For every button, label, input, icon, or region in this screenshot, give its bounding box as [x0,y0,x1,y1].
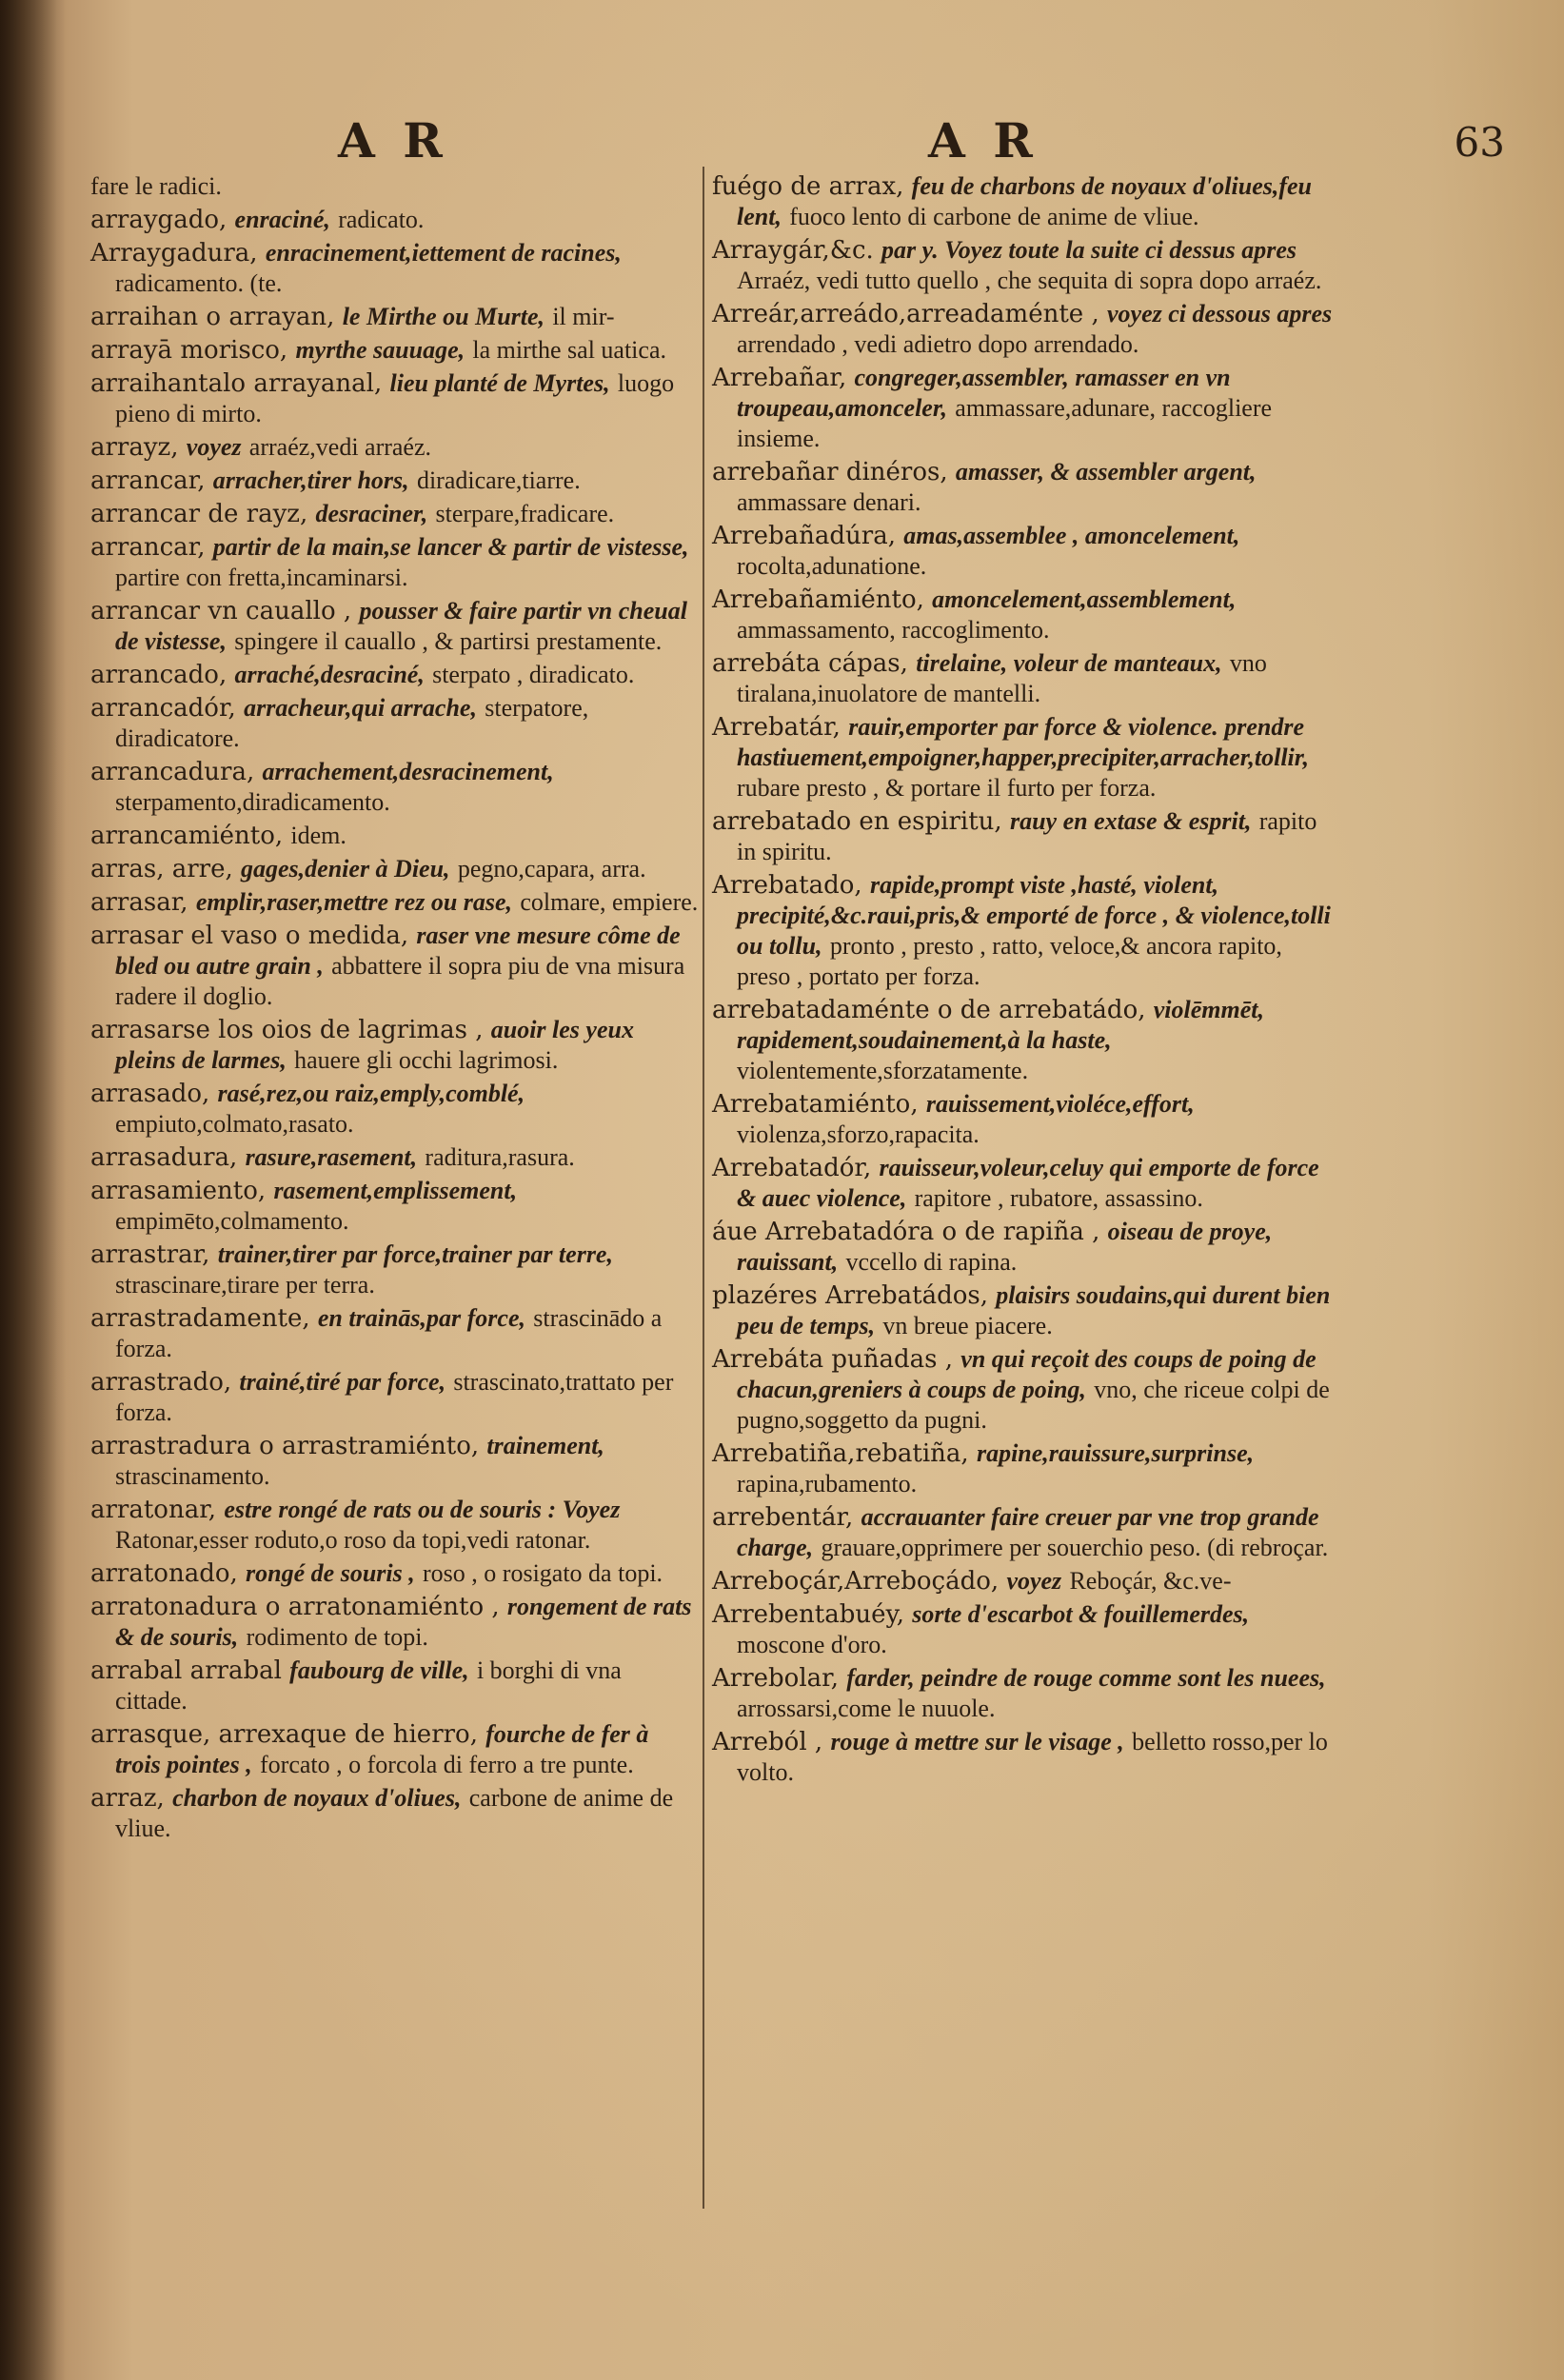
entry-headword: arrasque, arrexaque de hierro, [90,1720,478,1749]
entry-french-gloss: voyez [186,433,242,461]
entry-italian-gloss: spingere il cauallo , & partirsi prestamente. [234,627,663,655]
page-number: 63 [1454,119,1505,166]
dictionary-entry [712,1566,1333,1597]
dictionary-entry [90,302,700,332]
entry-french-gloss: accrauanter faire creuer par vne trop grande charge, [737,1503,1319,1561]
dictionary-entry [712,1217,1333,1278]
entry-headword: áue Arrebatadóra o de rapiña , [712,1218,1100,1246]
dictionary-entry [90,1592,700,1653]
entry-italian-gloss: il mir- [552,303,615,330]
dictionary-entry [90,921,700,1012]
entry-headword: arrastrar, [90,1240,210,1269]
entry-french-gloss: faubourg de ville, [289,1656,469,1684]
entry-headword: arrancar, [90,533,206,562]
entry-french-gloss: rauisseur,voleur,celuy qui emporte de force & auec violence, [737,1154,1319,1212]
dictionary-entry [90,171,700,202]
dictionary-entry [712,712,1333,803]
entry-headword: arrasar, [90,888,188,917]
dictionary-entry [90,821,700,851]
entry-italian-gloss: pronto , presto , ratto, veloce,& ancora rapito, preso , portato per forza. [737,932,1282,990]
entry-italian-gloss: Ratonar,esser roduto,o roso da topi,vedi ratonar. [115,1526,591,1554]
entry-french-gloss: voyez [1006,1567,1062,1595]
entry-italian-gloss: violenza,sforzo,rapacita. [737,1121,980,1148]
dictionary-entry [90,1495,700,1556]
entry-headword: Arreboçár,Arreboçádo, [712,1567,1000,1596]
dictionary-entry [712,1344,1333,1436]
entry-headword: arraygado, [90,206,228,234]
entry-headword: arraihantalo arrayanal, [90,369,383,398]
dictionary-entry [90,532,700,593]
entry-french-gloss: auoir les yeux pleins de larmes, [115,1016,634,1074]
entry-french-gloss: desraciner, [315,500,428,527]
entry-headword: arrastradamente, [90,1304,310,1333]
entry-french-gloss: amas,assemblee , amoncelement, [903,522,1240,549]
entry-italian-gloss: roso , o rosigato da topi. [423,1559,663,1587]
dictionary-entry [712,235,1333,296]
entry-headword: Arrebatiña,rebatiña, [712,1439,969,1468]
dictionary-entry [712,1663,1333,1724]
entry-italian-gloss: arrendado , vedi adietro dopo arrendado. [737,330,1139,358]
dictionary-entry [712,1599,1333,1660]
right-column [712,171,1333,1791]
entry-french-gloss: pousser & faire partir vn cheual de vistesse, [115,597,687,655]
dictionary-entry [90,1431,700,1492]
entry-italian-gloss: strascinādo a forza. [115,1304,663,1362]
entry-french-gloss: myrthe sauuage, [295,336,465,364]
entry-headword: arrebañar dinéros, [712,458,948,486]
entry-italian-gloss: Reboçár, &c.ve- [1069,1567,1232,1595]
dictionary-entry [90,1303,700,1364]
entry-french-gloss: arracher,tirer hors, [212,466,409,494]
binding-gutter [0,0,67,2380]
entry-french-gloss: raser vne mesure côme de bled ou autre grain , [115,922,681,980]
entry-headword: Arrebatár, [712,713,841,742]
entry-headword: arrasadura, [90,1143,238,1172]
entry-headword: Arraygadura, [90,239,258,268]
entry-french-gloss: rongé de souris , [246,1559,415,1587]
entry-french-gloss: tirelaine, voleur de manteaux, [916,649,1222,677]
entry-italian-gloss: moscone d'oro. [737,1631,887,1658]
entry-italian-gloss: strascinamento. [115,1462,270,1490]
dictionary-entry [90,757,700,818]
entry-italian-gloss: diradicare,tiarre. [416,466,581,494]
entry-french-gloss: en trainās,par force, [317,1304,526,1332]
entry-headword: arrancadór, [90,694,236,723]
dictionary-entry [712,521,1333,582]
dictionary-entry [90,466,700,496]
entry-headword: arrastrado, [90,1368,232,1397]
entry-french-gloss: partir de la main,se lancer & partir de vistesse, [212,533,689,561]
entry-french-gloss: trainé,tiré par force, [239,1368,446,1396]
entry-italian-gloss: i borghi di vna cittade. [115,1656,622,1715]
entry-italian-gloss: vn breue piacere. [882,1312,1053,1339]
entry-headword: arrasamiento, [90,1177,267,1205]
entry-headword: arratonado, [90,1559,238,1588]
entry-italian-gloss: radicamento. (te. [115,269,283,297]
entry-french-gloss: farder, peindre de rouge comme sont les nuees, [846,1664,1326,1692]
entry-french-gloss: gages,denier à Dieu, [241,855,450,883]
entry-headword: arrancar vn cauallo , [90,597,352,625]
dictionary-entry [712,1089,1333,1150]
entry-headword: arrastradura o arrastramiénto, [90,1432,480,1460]
entry-italian-gloss: raditura,rasura. [425,1143,575,1171]
entry-italian-gloss: rocolta,adunatione. [737,552,927,580]
entry-french-gloss: le Mirthe ou Murte, [342,303,545,330]
entry-french-gloss: emplir,raser,mettre rez ou rase, [195,888,513,916]
entry-french-gloss: arraché,desraciné, [234,661,425,688]
entry-french-gloss: rasure,rasement, [245,1143,418,1171]
dictionary-entry [90,432,700,463]
entry-italian-gloss: pegno,capara, arra. [457,855,646,883]
entry-french-gloss: rasement,emplissement, [273,1177,518,1204]
dictionary-entry [90,205,700,235]
entry-headword: Arrebatamiénto, [712,1090,919,1119]
entry-italian-gloss: rodimento de topi. [246,1623,428,1651]
entry-headword: arrayz, [90,433,179,462]
entry-italian-gloss: sterpare,fradicare. [435,500,615,527]
entry-italian-gloss: ammassare denari. [737,488,921,516]
entry-french-gloss: violēmmēt, rapidement,soudainement,à la haste, [737,996,1264,1054]
entry-french-gloss: fourche de fer à trois pointes , [115,1720,649,1778]
entry-headword: arrebáta cápas, [712,649,908,678]
entry-italian-gloss: arraéz,vedi arraéz. [248,433,432,461]
entry-french-gloss: par y. Voyez toute la suite ci dessus apres [881,236,1297,264]
entry-headword: arrancar, [90,466,206,495]
dictionary-entry [90,368,700,429]
dictionary-entry [712,1502,1333,1563]
entry-italian-gloss: empiuto,colmato,rasato. [115,1110,354,1138]
dictionary-entry [712,585,1333,645]
entry-french-gloss: amasser, & assembler argent, [955,458,1257,486]
entry-italian-gloss: ammassare,adunare, raccogliere insieme. [737,394,1273,452]
entry-headword: Arrebañar, [712,364,847,392]
entry-headword: Arreból , [712,1728,823,1756]
running-head-right: A R [928,112,1039,169]
entry-french-gloss: trainer,tirer par force,trainer par terre, [217,1240,613,1268]
column-divider [703,167,704,2209]
entry-italian-gloss: fare le radici. [90,172,222,200]
entry-headword: arrasado, [90,1080,210,1108]
entry-headword: Arrebatado, [712,871,862,900]
dictionary-entry [90,887,700,918]
dictionary-entry [90,1142,700,1173]
entry-headword: Arrebáta puñadas , [712,1345,954,1374]
dictionary-entry [712,1438,1333,1499]
entry-french-gloss: rasé,rez,ou raiz,emply,comblé, [217,1080,525,1107]
entry-italian-gloss: sterpato , diradicato. [432,661,635,688]
entry-headword: plazéres Arrebatádos, [712,1281,988,1310]
entry-french-gloss: enraciné, [234,206,330,233]
entry-french-gloss: plaisirs soudains,qui durent bien peu de temps, [737,1281,1331,1339]
dictionary-entry [90,1079,700,1140]
entry-italian-gloss: Arraéz, vedi tutto quello , che sequita di sopra dopo arraéz. [737,267,1322,294]
entry-headword: Arrebolar, [712,1664,839,1693]
entry-french-gloss: estre rongé de rats ou de souris : Voyez [224,1496,621,1523]
dictionary-entry [712,1153,1333,1214]
entry-italian-gloss: grauare,opprimere per souerchio peso. (di rebroçar. [821,1534,1329,1561]
entry-italian-gloss: rapina,rubamento. [737,1470,918,1497]
entry-french-gloss: rauir,emporter par force & violence. prendre hastiuement,empoigner,happer,precipiter,arracher,tollir, [737,713,1309,771]
entry-headword: arrasarse los oios de lagrimas , [90,1016,484,1044]
entry-italian-gloss: strascinare,tirare per terra. [115,1271,375,1299]
entry-headword: arrasar el vaso o medida, [90,922,409,950]
entry-italian-gloss: radicato. [338,206,425,233]
entry-french-gloss: vn qui reçoit des coups de poing de chacun,greniers à coups de poing, [737,1345,1317,1403]
dictionary-entry [712,457,1333,518]
entry-italian-gloss: empimēto,colmamento. [115,1207,349,1235]
entry-french-gloss: congreger,assembler, ramasser en vn troupeau,amonceler, [737,364,1231,422]
entry-headword: arrebentár, [712,1503,854,1532]
dictionary-entry [712,648,1333,709]
entry-italian-gloss: ammassamento, raccoglimento. [737,616,1050,644]
dictionary-entry [712,1280,1333,1341]
dictionary-entry [90,854,700,884]
entry-headword: arraihan o arrayan, [90,303,335,331]
dictionary-entry [712,363,1333,454]
entry-french-gloss: oiseau de proye, rauissant, [737,1218,1273,1276]
dictionary-entry [90,1367,700,1428]
entry-italian-gloss: sterpamento,diradicamento. [115,788,390,816]
entry-headword: fuégo de arrax, [712,172,904,201]
entry-french-gloss: feu de charbons de noyaux d'oliues,feu lent, [737,172,1313,230]
entry-headword: arrancamiénto, [90,822,284,850]
entry-french-gloss: enracinement,iettement de racines, [265,239,622,267]
entry-french-gloss: sorte d'escarbot & fouillemerdes, [912,1600,1250,1628]
dictionary-entry [712,870,1333,992]
entry-italian-gloss: arrossarsi,come le nuuole. [737,1695,996,1722]
entry-headword: arrancar de rayz, [90,500,308,528]
entry-headword: Arrebañamiénto, [712,585,924,614]
dictionary-entry [90,1719,700,1780]
entry-french-gloss: amoncelement,assemblement, [932,585,1237,613]
entry-headword: Arrebentabuéy, [712,1600,905,1629]
entry-italian-gloss: vno tiralana,inuolatore de mantelli. [737,649,1267,707]
entry-french-gloss: charbon de noyaux d'oliues, [172,1784,462,1812]
dictionary-entry [90,335,700,366]
entry-headword: arratonadura o arratonamiénto , [90,1593,500,1621]
dictionary-entry [90,596,700,657]
dictionary-entry [712,299,1333,360]
entry-italian-gloss: vccello di rapina. [845,1248,1018,1276]
entry-italian-gloss: rapitore , rubatore, assassino. [914,1184,1203,1212]
entry-italian-gloss: rapito in spiritu. [737,807,1317,865]
entry-italian-gloss: idem. [290,822,346,849]
entry-italian-gloss: luogo pieno di mirto. [115,369,675,427]
entry-italian-gloss: fuoco lento di carbone de anime de vliue. [789,203,1199,230]
dictionary-entry [90,1558,700,1589]
entry-french-gloss: rapine,rauissure,surprinse, [976,1439,1255,1467]
dictionary-entry [712,995,1333,1086]
entry-headword: arraz, [90,1784,165,1813]
entry-french-gloss: rouge à mettre sur le visage , [830,1728,1124,1755]
entry-french-gloss: arracheur,qui arrache, [244,694,477,722]
entry-italian-gloss: partire con fretta,incaminarsi. [115,564,408,591]
dictionary-entry [90,1015,700,1076]
entry-italian-gloss: abbattere il sopra piu de vna misura radere il doglio. [115,952,685,1010]
entry-italian-gloss: hauere gli occhi lagrimosi. [294,1046,559,1074]
dictionary-entry [90,238,700,299]
entry-french-gloss: rauissement,violéce,effort, [925,1090,1195,1118]
dictionary-entry [90,1656,700,1716]
dictionary-entry [90,693,700,754]
left-column [90,171,700,1847]
entry-french-gloss: voyez ci dessous apres [1106,300,1333,327]
running-head-left: A R [338,112,448,169]
entry-italian-gloss: strascinato,trattato per forza. [115,1368,674,1426]
entry-headword: arrebatado en espiritu, [712,807,1002,836]
entry-headword: arrebatadaménte o de arrebatádo, [712,996,1146,1024]
entry-headword: arras, arre, [90,855,233,883]
dictionary-entry [90,1176,700,1237]
entry-headword: Arrebañadúra, [712,522,896,550]
entry-headword: Arraygár,&c. [712,236,874,265]
entry-italian-gloss: la mirthe sal uatica. [472,336,666,364]
entry-italian-gloss: sterpatore, diradicatore. [115,694,589,752]
entry-italian-gloss: belletto rosso,per lo volto. [737,1728,1328,1786]
entry-italian-gloss: rubare presto , & portare il furto per forza. [737,774,1157,802]
entry-headword: arrancadura, [90,758,255,786]
entry-french-gloss: rapide,prompt viste ,hasté, violent, precipité,&c.raui,pris,& emporté de force , & violence,tolli ou tollu, [737,871,1331,960]
entry-italian-gloss: carbone de anime de vliue. [115,1784,674,1842]
dictionary-entry [90,1240,700,1300]
entry-headword: arrabal arrabal [90,1656,282,1685]
dictionary-entry [90,1783,700,1844]
entry-headword: arrancado, [90,661,228,689]
entry-french-gloss: rongement de rats & de souris, [115,1593,692,1651]
entry-headword: arratonar, [90,1496,217,1524]
entry-headword: arrayā morisco, [90,336,288,365]
entry-headword: Arrebatadór, [712,1154,872,1182]
entry-italian-gloss: forcato , o forcola di ferro a tre punte. [260,1751,634,1778]
entry-french-gloss: lieu planté de Myrtes, [389,369,610,397]
entry-italian-gloss: vno, che riceue colpi de pugno,soggetto da pugni. [737,1376,1330,1434]
entry-italian-gloss: violentemente,sforzatamente. [737,1057,1029,1084]
dictionary-entry [90,499,700,529]
entry-french-gloss: arrachement,desracinement, [262,758,554,785]
dictionary-entry [712,806,1333,867]
entry-italian-gloss: colmare, empiere. [520,888,699,916]
entry-french-gloss: trainement, [486,1432,604,1459]
entry-french-gloss: rauy en extase & esprit, [1009,807,1252,835]
entry-headword: Arreár,arreádo,arreadaménte , [712,300,1099,328]
dictionary-entry [712,1727,1333,1788]
dictionary-entry [90,660,700,690]
dictionary-entry [712,171,1333,232]
